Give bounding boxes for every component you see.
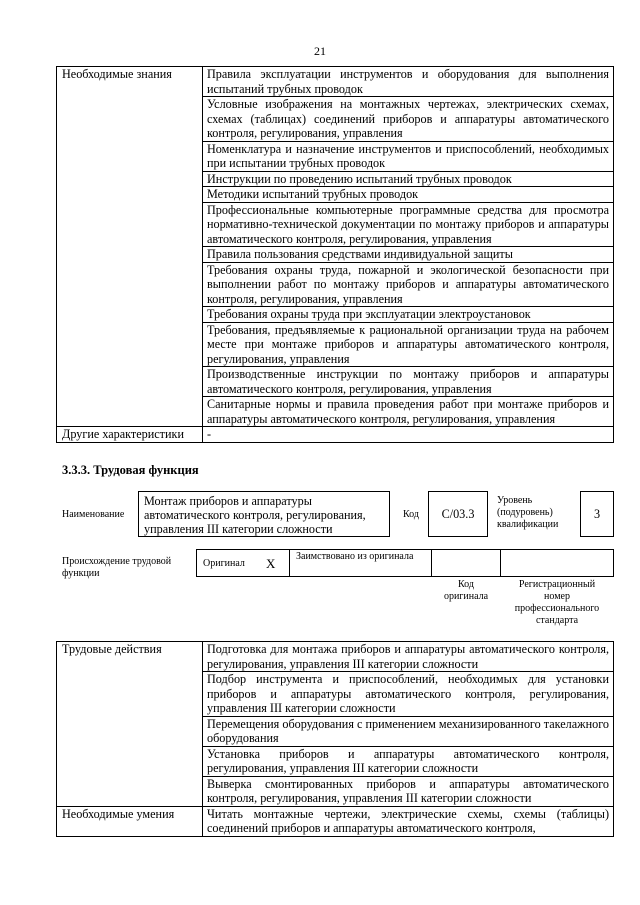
other-characteristics-label: Другие характеристики: [57, 427, 203, 443]
name-label: Наименование: [62, 509, 125, 520]
level-label: Уровень (подуровень) квалификации: [497, 495, 559, 530]
action-item: Подготовка для монтажа приборов и аппаратуры автоматического контроля, регулирования, управления III категории сложности: [203, 642, 614, 672]
level-value: 3: [580, 491, 614, 537]
table-row: [57, 642, 614, 672]
origin-label: Происхождение трудовой функции: [62, 556, 172, 579]
other-characteristics-value: -: [203, 427, 614, 443]
table-row: [57, 67, 614, 97]
reg-number-cell: [500, 549, 614, 577]
knowledge-item: Производственные инструкции по монтажу приборов и аппаратуры автоматического контроля, регулирования, управления: [203, 367, 614, 397]
function-name-value: Монтаж приборов и аппаратуры автоматического контроля, регулирования, управления III категории сложности: [138, 491, 390, 537]
page-number: 21: [314, 44, 326, 58]
knowledge-item: Требования охраны труда, пожарной и экологической безопасности при выполнении работ по монтажу приборов и аппаратуры автоматического контроля, регулирования, управления: [203, 262, 614, 307]
table-row: [57, 806, 614, 836]
section-heading: 3.3.3. Трудовая функция: [62, 463, 199, 477]
knowledge-item: Требования охраны труда при эксплуатации электроустановок: [203, 307, 614, 323]
knowledge-table: [56, 66, 614, 443]
knowledge-item: Правила эксплуатации инструментов и оборудования для выполнения испытаний трубных проводок: [203, 67, 614, 97]
actions-table: [56, 641, 614, 837]
skills-label: Необходимые умения: [57, 806, 203, 836]
borrowed-label: Заимствовано из оригинала: [296, 551, 414, 562]
knowledge-label: Необходимые знания: [57, 67, 203, 427]
reg-number-label: Регистрационный номер профессионального стандарта: [514, 579, 600, 626]
table-row: [57, 427, 614, 443]
action-item: Перемещения оборудования с применением механизированного такелажного оборудования: [203, 716, 614, 746]
knowledge-item: Санитарные нормы и правила проведения работ при монтаже приборов и аппаратуры автоматического контроля, регулирования, управления: [203, 397, 614, 427]
knowledge-item: Инструкции по проведению испытаний трубных проводок: [203, 171, 614, 187]
original-mark: X: [266, 556, 276, 571]
knowledge-item: Методики испытаний трубных проводок: [203, 187, 614, 203]
action-item: Выверка смонтированных приборов и аппаратуры автоматического контроля, регулирования, управления III категории сложности: [203, 776, 614, 806]
knowledge-item: Требования, предъявляемые к рациональной организации труда на рабочем месте при монтаже приборов и аппаратуры автоматического контроля, регулирования, управления: [203, 322, 614, 367]
knowledge-item: Номенклатура и назначение инструментов и приспособлений, необходимых при испытании трубных проводок: [203, 141, 614, 171]
knowledge-item: Правила пользования средствами индивидуальной защиты: [203, 247, 614, 263]
function-code-value: С/03.3: [428, 491, 488, 537]
knowledge-item: Профессиональные компьютерные программные средства для просмотра нормативно-технической документации по монтажу приборов и аппаратуры автоматического контроля, регулирования, управления: [203, 202, 614, 247]
original-label: Оригинал: [203, 558, 245, 569]
action-item: Установка приборов и аппаратуры автоматического контроля, регулирования, управления III категории сложности: [203, 746, 614, 776]
code-original-label: Код оригинала: [443, 579, 489, 602]
code-original-cell: [431, 549, 501, 577]
skill-item: Читать монтажные чертежи, электрические схемы, схемы (таблицы) соединений приборов и аппаратуры автоматического контроля,: [203, 806, 614, 836]
action-item: Подбор инструмента и приспособлений, необходимых для установки приборов и аппаратуры автоматического контроля, регулирования, управления III категории сложности: [203, 672, 614, 717]
knowledge-item: Условные изображения на монтажных чертежах, электрических схемах, схемах (таблицах) соединений приборов и аппаратуры автоматического контроля, регулирования, управления: [203, 97, 614, 142]
actions-label: Трудовые действия: [57, 642, 203, 807]
code-label: Код: [403, 509, 419, 520]
